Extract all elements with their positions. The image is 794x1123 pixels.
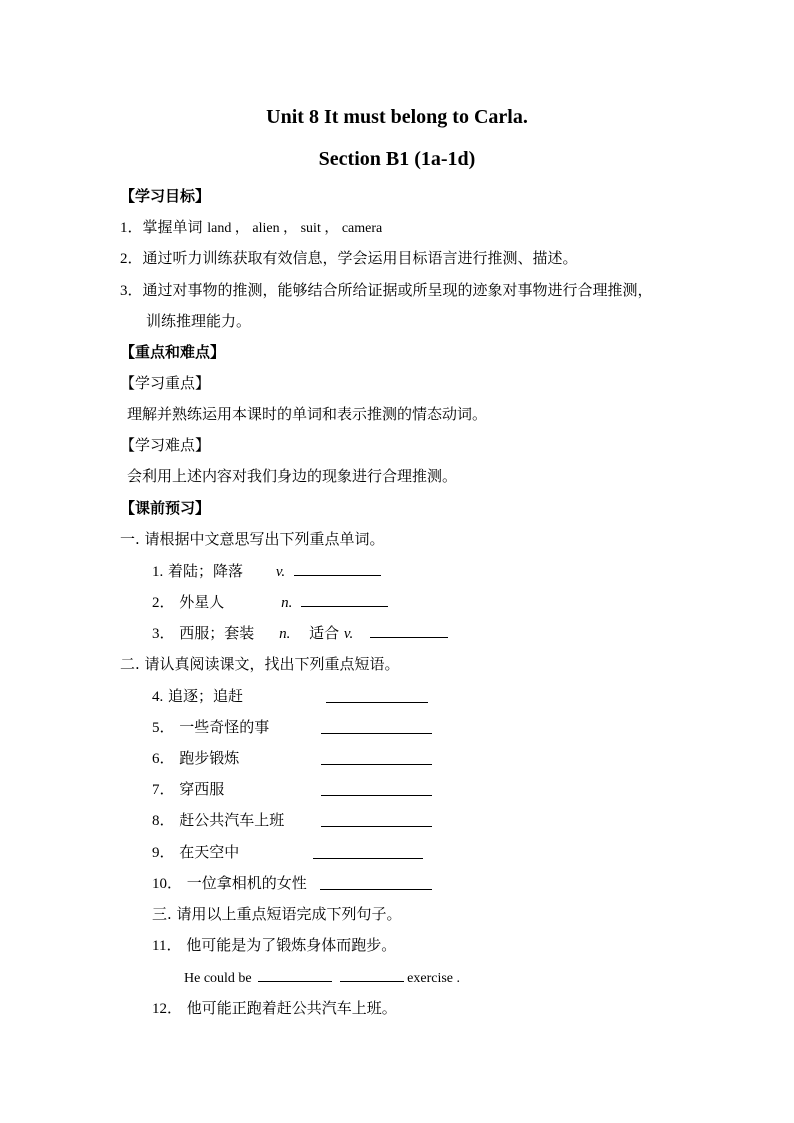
- phrase-item-9: [152, 842, 239, 863]
- item-chinese: 他可能是为了锻炼身体而跑步。: [186, 936, 397, 954]
- answer-blank[interactable]: [294, 561, 381, 576]
- phrase-item-7: [152, 779, 224, 800]
- focus-text: 理解并熟练运用本课时的单词和表示推测的情态动词。: [127, 405, 488, 423]
- objective-number: 3．: [120, 283, 143, 299]
- item-chinese: 一些奇怪的事: [179, 718, 270, 736]
- item-number: 3．: [152, 626, 175, 642]
- sentence-item-11: [152, 935, 396, 956]
- answer-blank[interactable]: [320, 875, 432, 890]
- item-chinese: 追逐；追赶: [168, 687, 244, 705]
- item-number: 11．: [152, 938, 182, 954]
- answer-blank[interactable]: [321, 781, 432, 796]
- sentence-item-12: [152, 998, 397, 1019]
- item-number: 6．: [152, 751, 175, 767]
- item-chinese: 他可能正跑着赶公共汽车上班。: [186, 999, 397, 1017]
- page-subtitle: Section B1 (1a-1d): [318, 148, 476, 170]
- objective-words: land ， alien ， suit ， camera: [207, 221, 383, 236]
- item-chinese: 外星人: [179, 593, 225, 611]
- item-chinese: 着陆；降落: [168, 562, 244, 580]
- part3-instruction: 三. 请用以上重点短语完成下列句子。: [152, 905, 402, 923]
- item-number: 2．: [152, 595, 175, 611]
- difficulty-text: 会利用上述内容对我们身边的现象进行合理推测。: [127, 467, 458, 485]
- focus-heading: 【学习重点】: [120, 374, 211, 392]
- extra-part-of-speech: v.: [343, 626, 354, 642]
- item-chinese: 跑步锻炼: [179, 749, 240, 767]
- vocab-item-3: [152, 623, 448, 644]
- sentence-english-11: [184, 967, 460, 989]
- part1-instruction: 一. 请根据中文意思写出下列重点单词。: [120, 530, 385, 548]
- answer-blank[interactable]: [258, 967, 332, 982]
- part-of-speech: n.: [279, 626, 291, 642]
- sentence-start: He could be: [184, 971, 252, 986]
- item-chinese: 穿西服: [179, 780, 225, 798]
- answer-blank[interactable]: [313, 844, 423, 859]
- key-points-heading: 【重点和难点】: [120, 343, 226, 361]
- vocab-item-2: [152, 592, 388, 613]
- item-number: 8．: [152, 813, 175, 829]
- item-number: 9．: [152, 845, 175, 861]
- part2-instruction: 二. 请认真阅读课文，找出下列重点短语。: [120, 655, 400, 673]
- phrase-item-5: [152, 717, 269, 738]
- objective-number: 2．: [120, 251, 143, 267]
- item-chinese: 一位拿相机的女性: [186, 874, 307, 892]
- item-number: 1.: [152, 564, 164, 580]
- answer-blank[interactable]: [321, 750, 432, 765]
- part-of-speech: v.: [275, 564, 286, 580]
- part-of-speech: n.: [281, 595, 293, 611]
- extra-chinese: 适合: [309, 624, 340, 642]
- item-number: 12．: [152, 1001, 183, 1017]
- answer-blank[interactable]: [340, 967, 404, 982]
- item-number: 5．: [152, 720, 175, 736]
- preview-heading: 【课前预习】: [120, 499, 211, 517]
- item-chinese: 在天空中: [179, 843, 240, 861]
- vocab-item-1: [152, 561, 381, 582]
- answer-blank[interactable]: [301, 592, 388, 607]
- phrase-item-6: [152, 748, 239, 769]
- answer-blank[interactable]: [370, 623, 448, 638]
- item-number: 10．: [152, 876, 183, 892]
- objective-text: 掌握单词: [142, 218, 208, 236]
- objective-text: 通过对事物的推测，能够结合所给证据或所呈现的迹象对事物进行合理推测，: [142, 281, 653, 299]
- item-number: 4.: [152, 689, 164, 705]
- item-chinese: 西服；套装: [179, 624, 255, 642]
- objectives-heading: 【学习目标】: [120, 187, 211, 205]
- answer-blank[interactable]: [321, 719, 432, 734]
- objective-item-2: [120, 248, 578, 269]
- phrase-item-10: [152, 873, 307, 894]
- objective-number: 1．: [120, 220, 143, 236]
- answer-blank[interactable]: [326, 688, 428, 703]
- objective-text: 通过听力训练获取有效信息，学会运用目标语言进行推测、描述。: [142, 249, 578, 267]
- objective-item-3-continued: 训练推理能力。: [146, 312, 252, 330]
- objective-item-3: [120, 280, 653, 301]
- item-chinese: 赶公共汽车上班: [179, 811, 285, 829]
- objective-item-1: [120, 217, 382, 239]
- page-title: Unit 8 It must belong to Carla.: [266, 106, 528, 128]
- item-number: 7．: [152, 782, 175, 798]
- answer-blank[interactable]: [321, 812, 432, 827]
- phrase-item-8: [152, 810, 284, 831]
- difficulty-heading: 【学习难点】: [120, 436, 211, 454]
- sentence-end: exercise .: [407, 971, 461, 986]
- phrase-item-4: [152, 686, 243, 707]
